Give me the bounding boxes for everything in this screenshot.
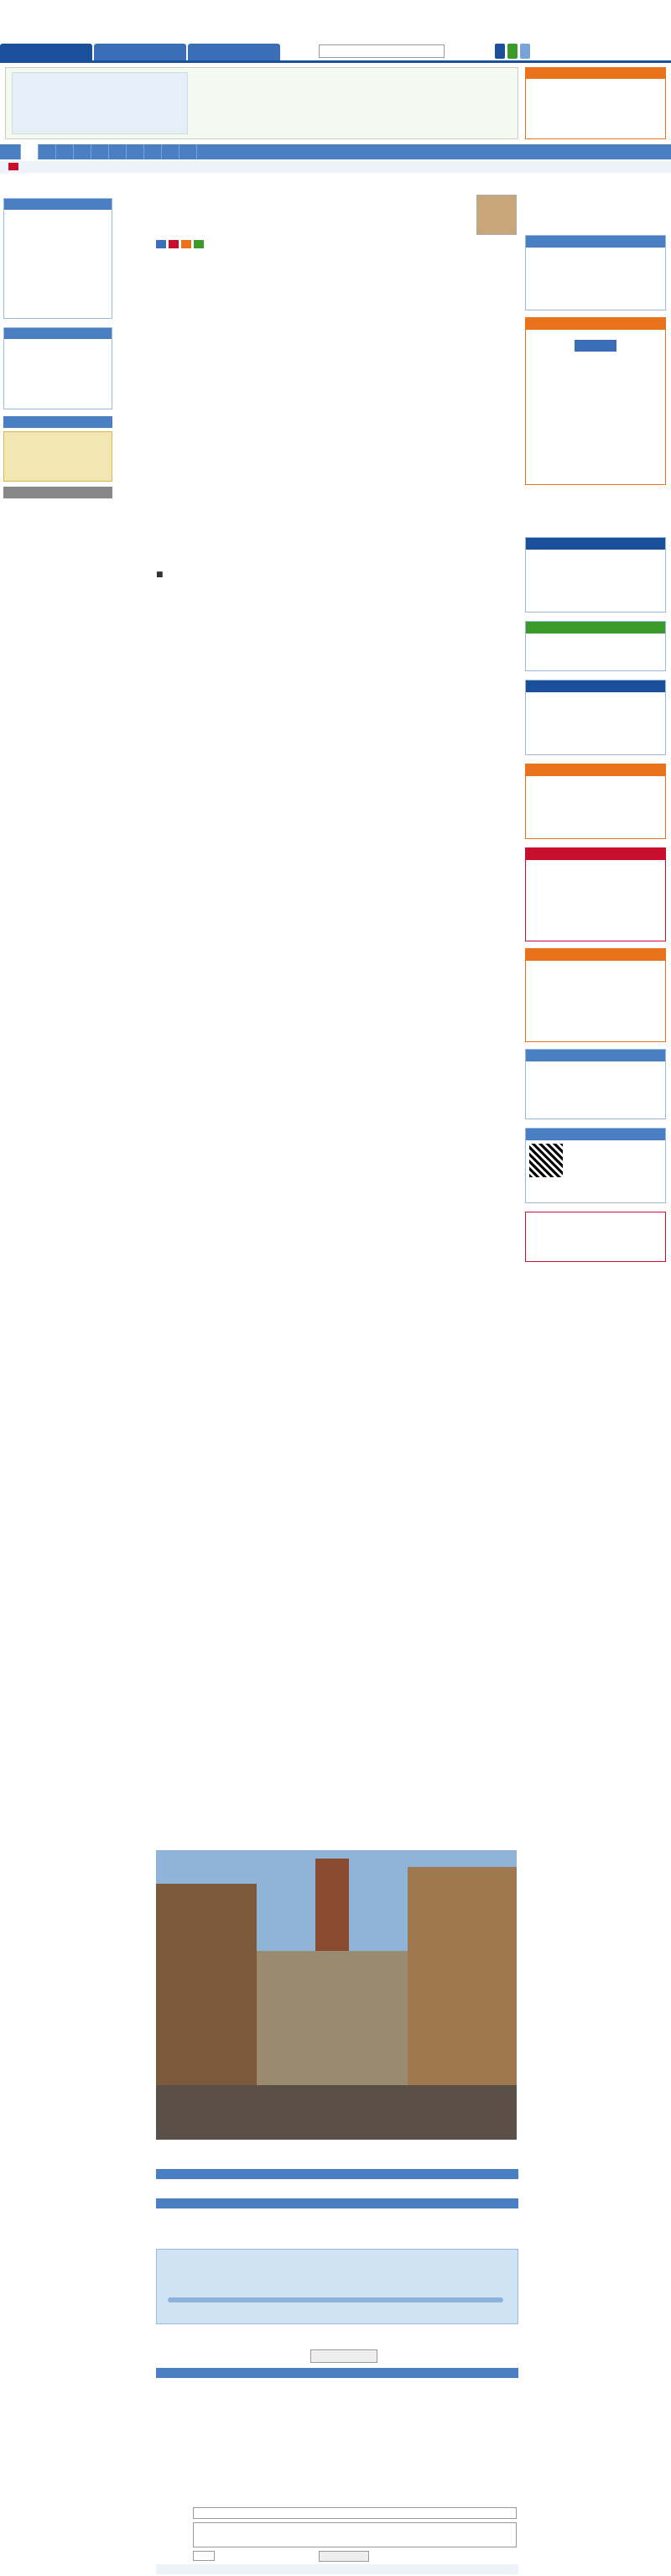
bookmark-icon[interactable] <box>169 240 179 248</box>
poll-question <box>526 330 665 336</box>
nav-economy[interactable] <box>56 144 74 159</box>
week-head <box>526 848 665 860</box>
comment-textarea[interactable] <box>193 2522 517 2547</box>
confirm-button[interactable] <box>319 2551 369 2562</box>
header-rule <box>0 60 671 63</box>
poll-head <box>526 318 665 330</box>
tab-tvphoto[interactable] <box>94 44 186 60</box>
qr-code-icon <box>529 1144 563 1177</box>
register-prompt <box>0 163 3 170</box>
campaign-banner[interactable] <box>3 431 112 482</box>
omytv-box <box>525 621 666 671</box>
week-box <box>525 847 666 941</box>
blog-button[interactable] <box>520 44 530 59</box>
post-article-button[interactable] <box>495 44 505 59</box>
top-news-head <box>4 328 112 339</box>
rss-button[interactable] <box>3 487 112 498</box>
search-input[interactable] <box>319 44 445 58</box>
login-head <box>525 67 666 79</box>
chart-title: ■ <box>156 571 164 579</box>
rating-slider[interactable] <box>168 2297 503 2302</box>
mobile-head <box>526 1129 665 1140</box>
empro-photo-box <box>525 680 666 755</box>
campaign-head <box>3 416 112 428</box>
tab-mypage[interactable] <box>188 44 280 60</box>
article-photo <box>156 1850 517 2140</box>
empro-news-box <box>525 537 666 613</box>
nav-politics[interactable] <box>39 144 56 159</box>
omytv-head <box>526 622 665 634</box>
ad-thumbnails <box>12 72 188 134</box>
empro-box <box>525 493 666 530</box>
recommend-head <box>526 764 665 776</box>
comment-title-input[interactable] <box>193 2507 517 2519</box>
author-photo <box>476 195 517 235</box>
news-stars-head <box>526 236 665 248</box>
header <box>0 0 671 46</box>
news-stars-box <box>525 235 666 310</box>
nav-sports[interactable] <box>127 144 144 159</box>
vote-button[interactable] <box>575 340 616 352</box>
info-bar <box>0 161 671 173</box>
category-nav <box>0 144 671 159</box>
chart-svg <box>156 582 518 792</box>
empro-news-head <box>526 538 665 550</box>
mail-icon[interactable] <box>194 240 204 248</box>
empro-photo-head <box>526 681 665 692</box>
tag-cloud <box>526 248 665 254</box>
rating-select[interactable] <box>193 2551 215 2561</box>
comments-head <box>156 2368 518 2378</box>
street-photo-svg <box>156 1850 517 2140</box>
top-news-box <box>3 327 112 409</box>
recommend-box <box>525 764 666 839</box>
nav-style[interactable] <box>109 144 127 159</box>
column-head <box>526 949 665 961</box>
bar-chart <box>156 571 518 812</box>
rating-panel <box>156 2249 518 2324</box>
nav-it[interactable] <box>144 144 162 159</box>
poll-box <box>525 317 666 485</box>
register-button[interactable] <box>8 163 18 170</box>
post-buttons <box>495 44 530 59</box>
post-tvphoto-button[interactable] <box>507 44 518 59</box>
nav-photo[interactable] <box>179 144 197 159</box>
notice-box <box>525 1049 666 1119</box>
similar-head <box>156 2198 518 2208</box>
tab-news[interactable] <box>0 44 92 60</box>
rate-button[interactable] <box>310 2349 377 2363</box>
nav-overseas[interactable] <box>74 144 91 159</box>
article-icons <box>156 240 204 248</box>
recruit-box[interactable] <box>525 1212 666 1262</box>
category-box <box>3 198 112 319</box>
related-head <box>156 2169 518 2179</box>
nav-home[interactable] <box>3 144 21 159</box>
share-icon[interactable] <box>156 240 166 248</box>
notice-head <box>526 1050 665 1061</box>
footer-note[interactable] <box>156 2564 518 2574</box>
nav-local[interactable] <box>162 144 179 159</box>
category-head <box>4 199 112 210</box>
nav-culture[interactable] <box>91 144 109 159</box>
rss-icon[interactable] <box>181 240 191 248</box>
mobile-box <box>525 1128 666 1203</box>
nav-society[interactable] <box>21 144 39 159</box>
column-box <box>525 948 666 1042</box>
